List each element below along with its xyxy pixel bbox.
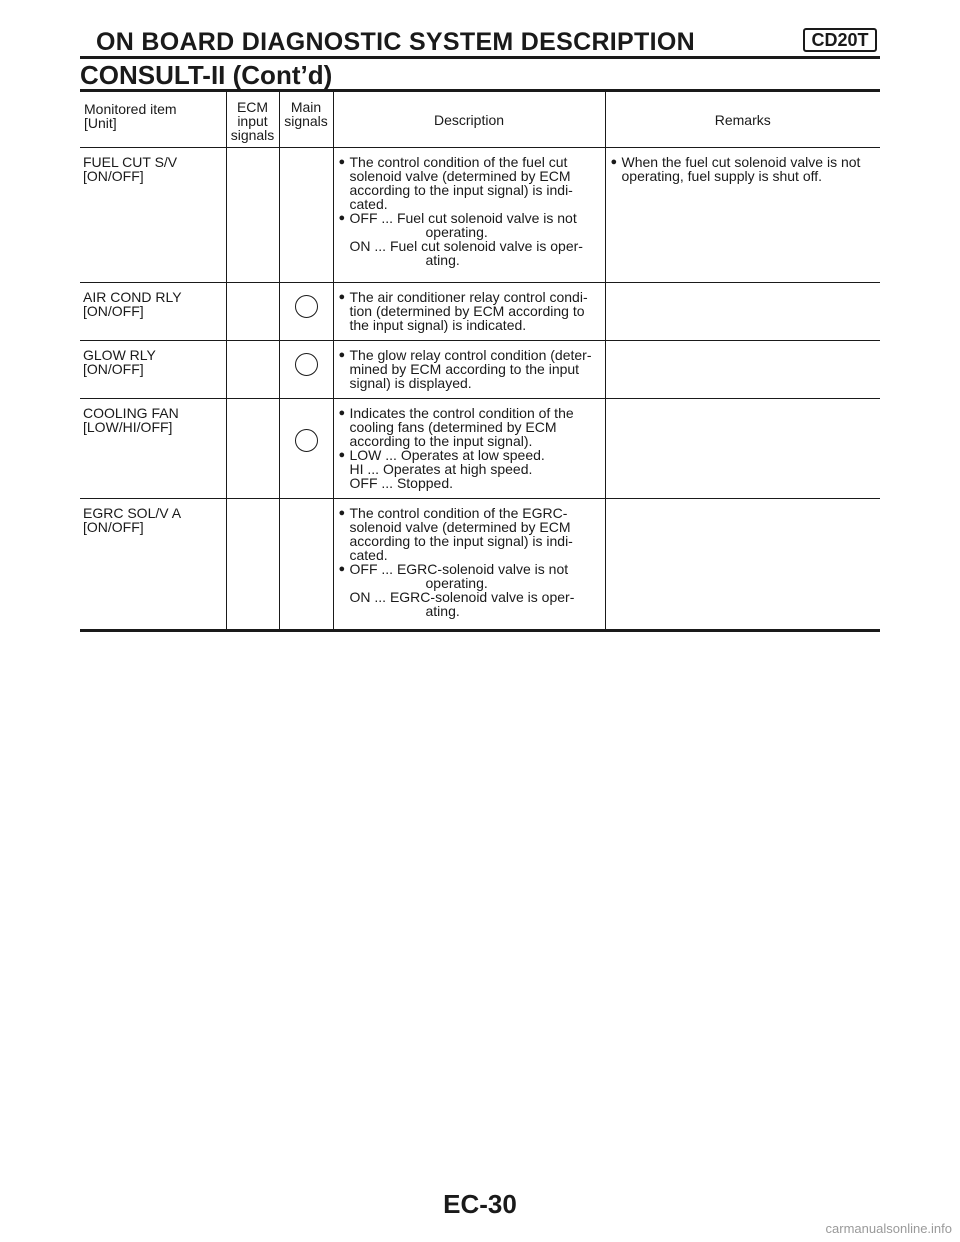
section-title: ON BOARD DIAGNOSTIC SYSTEM DESCRIPTION [96, 28, 695, 56]
header-line: signals [230, 127, 275, 143]
header-line: Monitored item [84, 101, 177, 117]
bullet-icon: ● [338, 156, 346, 168]
speed-line: LOW ... Operates at low speed. [349, 447, 545, 463]
description-text: The control condition of the EGRC-solenoid valve (determined by ECM according to the input signal) is indi-cated. [349, 505, 573, 563]
bullet-icon: ● [338, 449, 346, 461]
column-header-main-signals [279, 91, 333, 148]
remarks-cell [605, 283, 880, 341]
description-bullet [338, 506, 601, 562]
remarks-cell [605, 499, 880, 631]
monitored-item-cell [80, 499, 226, 631]
item-unit: [ON/OFF] [83, 303, 144, 319]
state-line [338, 239, 601, 267]
description-bullet [338, 448, 601, 462]
monitored-item-cell [80, 341, 226, 399]
table-header-row [80, 91, 880, 148]
description-bullet [338, 562, 601, 590]
bullet-icon: ● [338, 349, 346, 361]
item-unit: [ON/OFF] [83, 519, 144, 535]
item-name: COOLING FAN [83, 405, 179, 421]
header-line: ECM [236, 99, 269, 115]
state-row [350, 211, 601, 225]
item-unit: [LOW/HI/OFF] [83, 419, 173, 435]
monitored-item-cell [80, 148, 226, 283]
speed-line: HI ... Operates at high speed. [349, 461, 533, 477]
ecm-input-signal-cell [226, 499, 279, 631]
state-value: EGRC-solenoid valve is not [396, 561, 569, 577]
item-name: GLOW RLY [83, 347, 156, 363]
description-text: The glow relay control condition (deter-mined by ECM according to the input signal) is displayed. [349, 347, 592, 391]
header-line: input [237, 113, 268, 129]
state-key: ON ... [349, 589, 390, 605]
description-text: Indicates the control condition of the cooling fans (determined by ECM according to the input signal). [349, 405, 574, 449]
column-header-description: Description [333, 91, 605, 148]
main-signal-cell [279, 283, 333, 341]
header-divider [80, 56, 880, 59]
description-cell [333, 148, 605, 283]
item-name: FUEL CUT S/V [83, 154, 178, 170]
description-bullet [338, 155, 601, 211]
table-row [80, 148, 880, 283]
bullet-icon: ● [338, 507, 346, 519]
table-row [80, 341, 880, 399]
item-unit: [ON/OFF] [83, 361, 144, 377]
remarks-cell [605, 341, 880, 399]
item-name: EGRC SOL/V A [83, 505, 182, 521]
main-signal-cell [279, 399, 333, 499]
page-subtitle: CONSULT-II (Cont’d) [80, 60, 333, 90]
state-continuation: operating. [425, 575, 488, 591]
description-bullet [338, 211, 601, 239]
table-row [80, 283, 880, 341]
description-bullet [338, 406, 601, 448]
ecm-input-signal-cell [226, 283, 279, 341]
header-line: signals [284, 113, 328, 129]
remarks-cell [605, 148, 880, 283]
table-row [80, 399, 880, 499]
remarks-bullet [610, 155, 877, 183]
remarks-text: When the fuel cut solenoid valve is not operating, fuel supply is shut off. [621, 154, 861, 184]
bullet-icon: ● [338, 563, 346, 575]
description-bullet [338, 290, 601, 332]
state-key: OFF ... [349, 561, 397, 577]
main-signal-cell [279, 499, 333, 631]
speed-line: OFF ... Stopped. [349, 475, 453, 491]
monitored-item-cell [80, 283, 226, 341]
description-text: The air conditioner relay control condi-tion (determined by ECM according to the input signal) is indicated. [349, 289, 588, 333]
state-row [350, 239, 601, 253]
ecm-input-signal-cell [226, 148, 279, 283]
item-unit: [ON/OFF] [83, 168, 144, 184]
state-row [350, 590, 601, 604]
bullet-icon: ● [338, 291, 346, 303]
page-number: EC-30 [443, 1189, 517, 1219]
main-signal-cell [279, 148, 333, 283]
column-header-monitored-item [80, 91, 226, 148]
state-continuation: operating. [425, 224, 488, 240]
description-cell [333, 283, 605, 341]
monitored-items-table [80, 89, 880, 632]
state-key: ON ... [349, 238, 390, 254]
column-header-ecm-input-signals [226, 91, 279, 148]
bullet-icon: ● [610, 156, 618, 168]
state-value: Fuel cut solenoid valve is not [396, 210, 577, 226]
circle-mark-icon [295, 353, 318, 376]
monitored-item-cell [80, 399, 226, 499]
watermark: carmanualsonline.info [825, 1221, 952, 1236]
description-cell [333, 399, 605, 499]
bullet-icon: ● [338, 407, 346, 419]
circle-mark-icon [295, 295, 318, 318]
ecm-input-signal-cell [226, 399, 279, 499]
header-line: [Unit] [84, 115, 117, 131]
description-cell [333, 499, 605, 631]
main-signal-cell [279, 341, 333, 399]
state-value: EGRC-solenoid valve is oper- [389, 589, 575, 605]
description-cell [333, 341, 605, 399]
description-bullet [338, 348, 601, 390]
header-line: Main [290, 99, 322, 115]
state-value: Fuel cut solenoid valve is oper- [389, 238, 583, 254]
description-text: The control condition of the fuel cut solenoid valve (determined by ECM according to the input signal) is indi-cated. [349, 154, 573, 212]
state-key: OFF ... [349, 210, 397, 226]
ecm-input-signal-cell [226, 341, 279, 399]
table-row [80, 499, 880, 631]
circle-mark-icon [295, 429, 318, 452]
remarks-cell [605, 399, 880, 499]
state-continuation: ating. [425, 603, 460, 619]
item-name: AIR COND RLY [83, 289, 182, 305]
state-continuation: ating. [425, 252, 460, 268]
bullet-icon: ● [338, 212, 346, 224]
state-line [338, 590, 601, 618]
model-code-badge: CD20T [803, 28, 877, 52]
column-header-remarks: Remarks [605, 91, 880, 148]
state-row [350, 562, 601, 576]
